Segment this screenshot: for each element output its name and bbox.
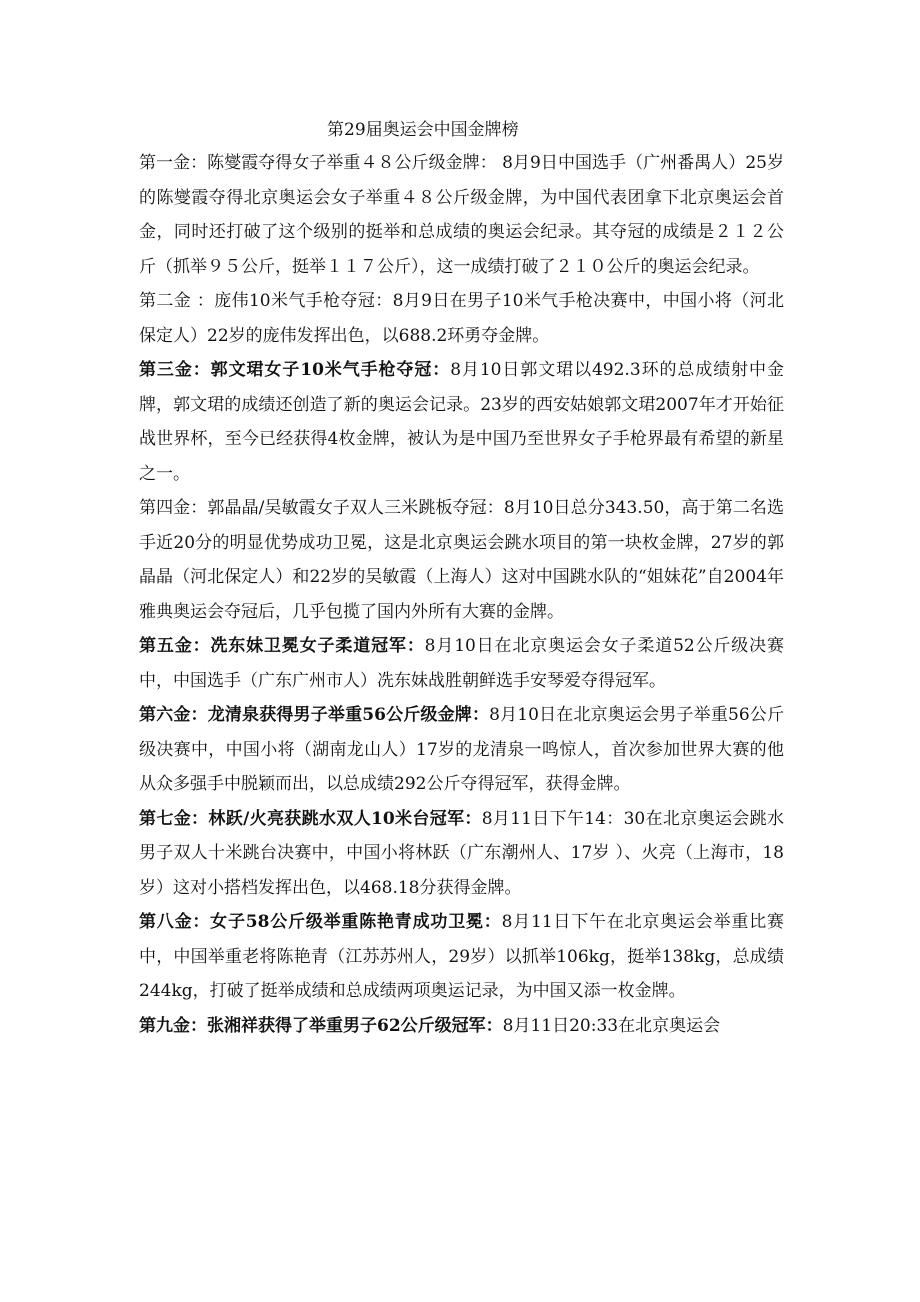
medal-entry-7 <box>139 802 784 906</box>
entry-body: 8月10日在北京奥运会男子举重56公斤级决赛中，中国小将（湖南龙山人）17岁的龙清泉一鸣惊人，首次参加世界大赛的他从众多强手中脱颖而出，以总成绩292公斤夺得冠军，获得金牌。 <box>139 705 784 794</box>
entry-heading: 第五金：冼东妹卫冕女子柔道冠军： <box>139 636 425 656</box>
entry-body: 8月9日在男子10米气手枪决赛中，中国小将（河北保定人）22岁的庞伟发挥出色，以688.2环勇夺金牌。 <box>139 291 784 346</box>
medal-entry-2 <box>139 284 784 353</box>
entry-body: 8月11日下午14：30在北京奥运会跳水男子双人十米跳台决赛中，中国小将林跃（广东潮州人、17岁 ）、火亮（上海市，18岁）这对小搭档发挥出色，以468.18分获得金牌。 <box>139 808 784 898</box>
entry-body: 8月11日下午在北京奥运会举重比赛中，中国举重老将陈艳青（江苏苏州人，29岁）以抓举106kg，挺举138kg，总成绩244kg，打破了挺举成绩和总成绩两项奥运记录，为中国又添一枚金牌。 <box>139 912 784 1001</box>
entry-heading: 第七金：林跃/火亮获跳水双人10米台冠军： <box>139 808 482 829</box>
medal-entry-9 <box>139 1009 784 1044</box>
page-title: 第29届奥运会中国金牌榜 <box>327 120 519 140</box>
entry-heading: 第一金：陈燮霞夺得女子举重４８公斤级金牌： <box>139 153 497 173</box>
entry-body: 8月11日20:33在北京奥运会 <box>502 1015 721 1036</box>
medal-entry-4 <box>139 491 784 629</box>
entry-heading: 第三金：郭文珺女子10米气手枪夺冠： <box>139 360 451 380</box>
entry-body: 8月9日中国选手（广州番禺人）25岁的陈燮霞夺得北京奥运会女子举重４８公斤级金牌，为中国代表团拿下北京奥运会首金，同时还打破了这个级别的挺举和总成绩的奥运会纪录。其夺冠的成绩是２１２公斤（抓举９５公斤，挺举１１７公斤），这一成绩打破了２１０公斤的奥运会纪录。 <box>139 153 784 277</box>
entry-heading: 第八金：女子58公斤级举重陈艳青成功卫冕： <box>139 912 502 932</box>
medal-list <box>139 146 784 1043</box>
medal-entry-6 <box>139 698 784 802</box>
entry-heading: 第六金：龙清泉获得男子举重56公斤级金牌： <box>139 705 490 725</box>
medal-entry-1 <box>139 146 784 284</box>
entry-heading: 第二金 ：庞伟10米气手枪夺冠： <box>139 291 393 311</box>
entry-heading: 第四金：郭晶晶/吴敏霞女子双人三米跳板夺冠： <box>139 498 504 518</box>
entry-body: 8月10日总分343.50，高于第二名选手近20分的明显优势成功卫冕，这是北京奥运会跳水项目的第一块枚金牌，27岁的郭晶晶（河北保定人）和22岁的吴敏霞（上海人）这对中国跳水队的“姐妹花”自2004年雅典奥运会夺冠后，几乎包揽了国内外所有大赛的金牌。 <box>139 498 784 622</box>
medal-entry-3 <box>139 353 784 491</box>
entry-body: 8月10日在北京奥运会女子柔道52公斤级决赛中，中国选手（广东广州市人）冼东妹战胜朝鲜选手安琴爱夺得冠军。 <box>139 636 784 691</box>
entry-heading: 第九金：张湘祥获得了举重男子62公斤级冠军： <box>139 1015 503 1036</box>
medal-entry-5 <box>139 629 784 698</box>
medal-entry-8 <box>139 905 784 1009</box>
entry-body: 8月10日郭文珺以492.3环的总成绩射中金牌，郭文珺的成绩还创造了新的奥运会记录。23岁的西安姑娘郭文珺2007年才开始征战世界杯，至今已经获得4枚金牌，被认为是中国乃至世界女子手枪界最有希望的新星之一。 <box>139 360 784 484</box>
